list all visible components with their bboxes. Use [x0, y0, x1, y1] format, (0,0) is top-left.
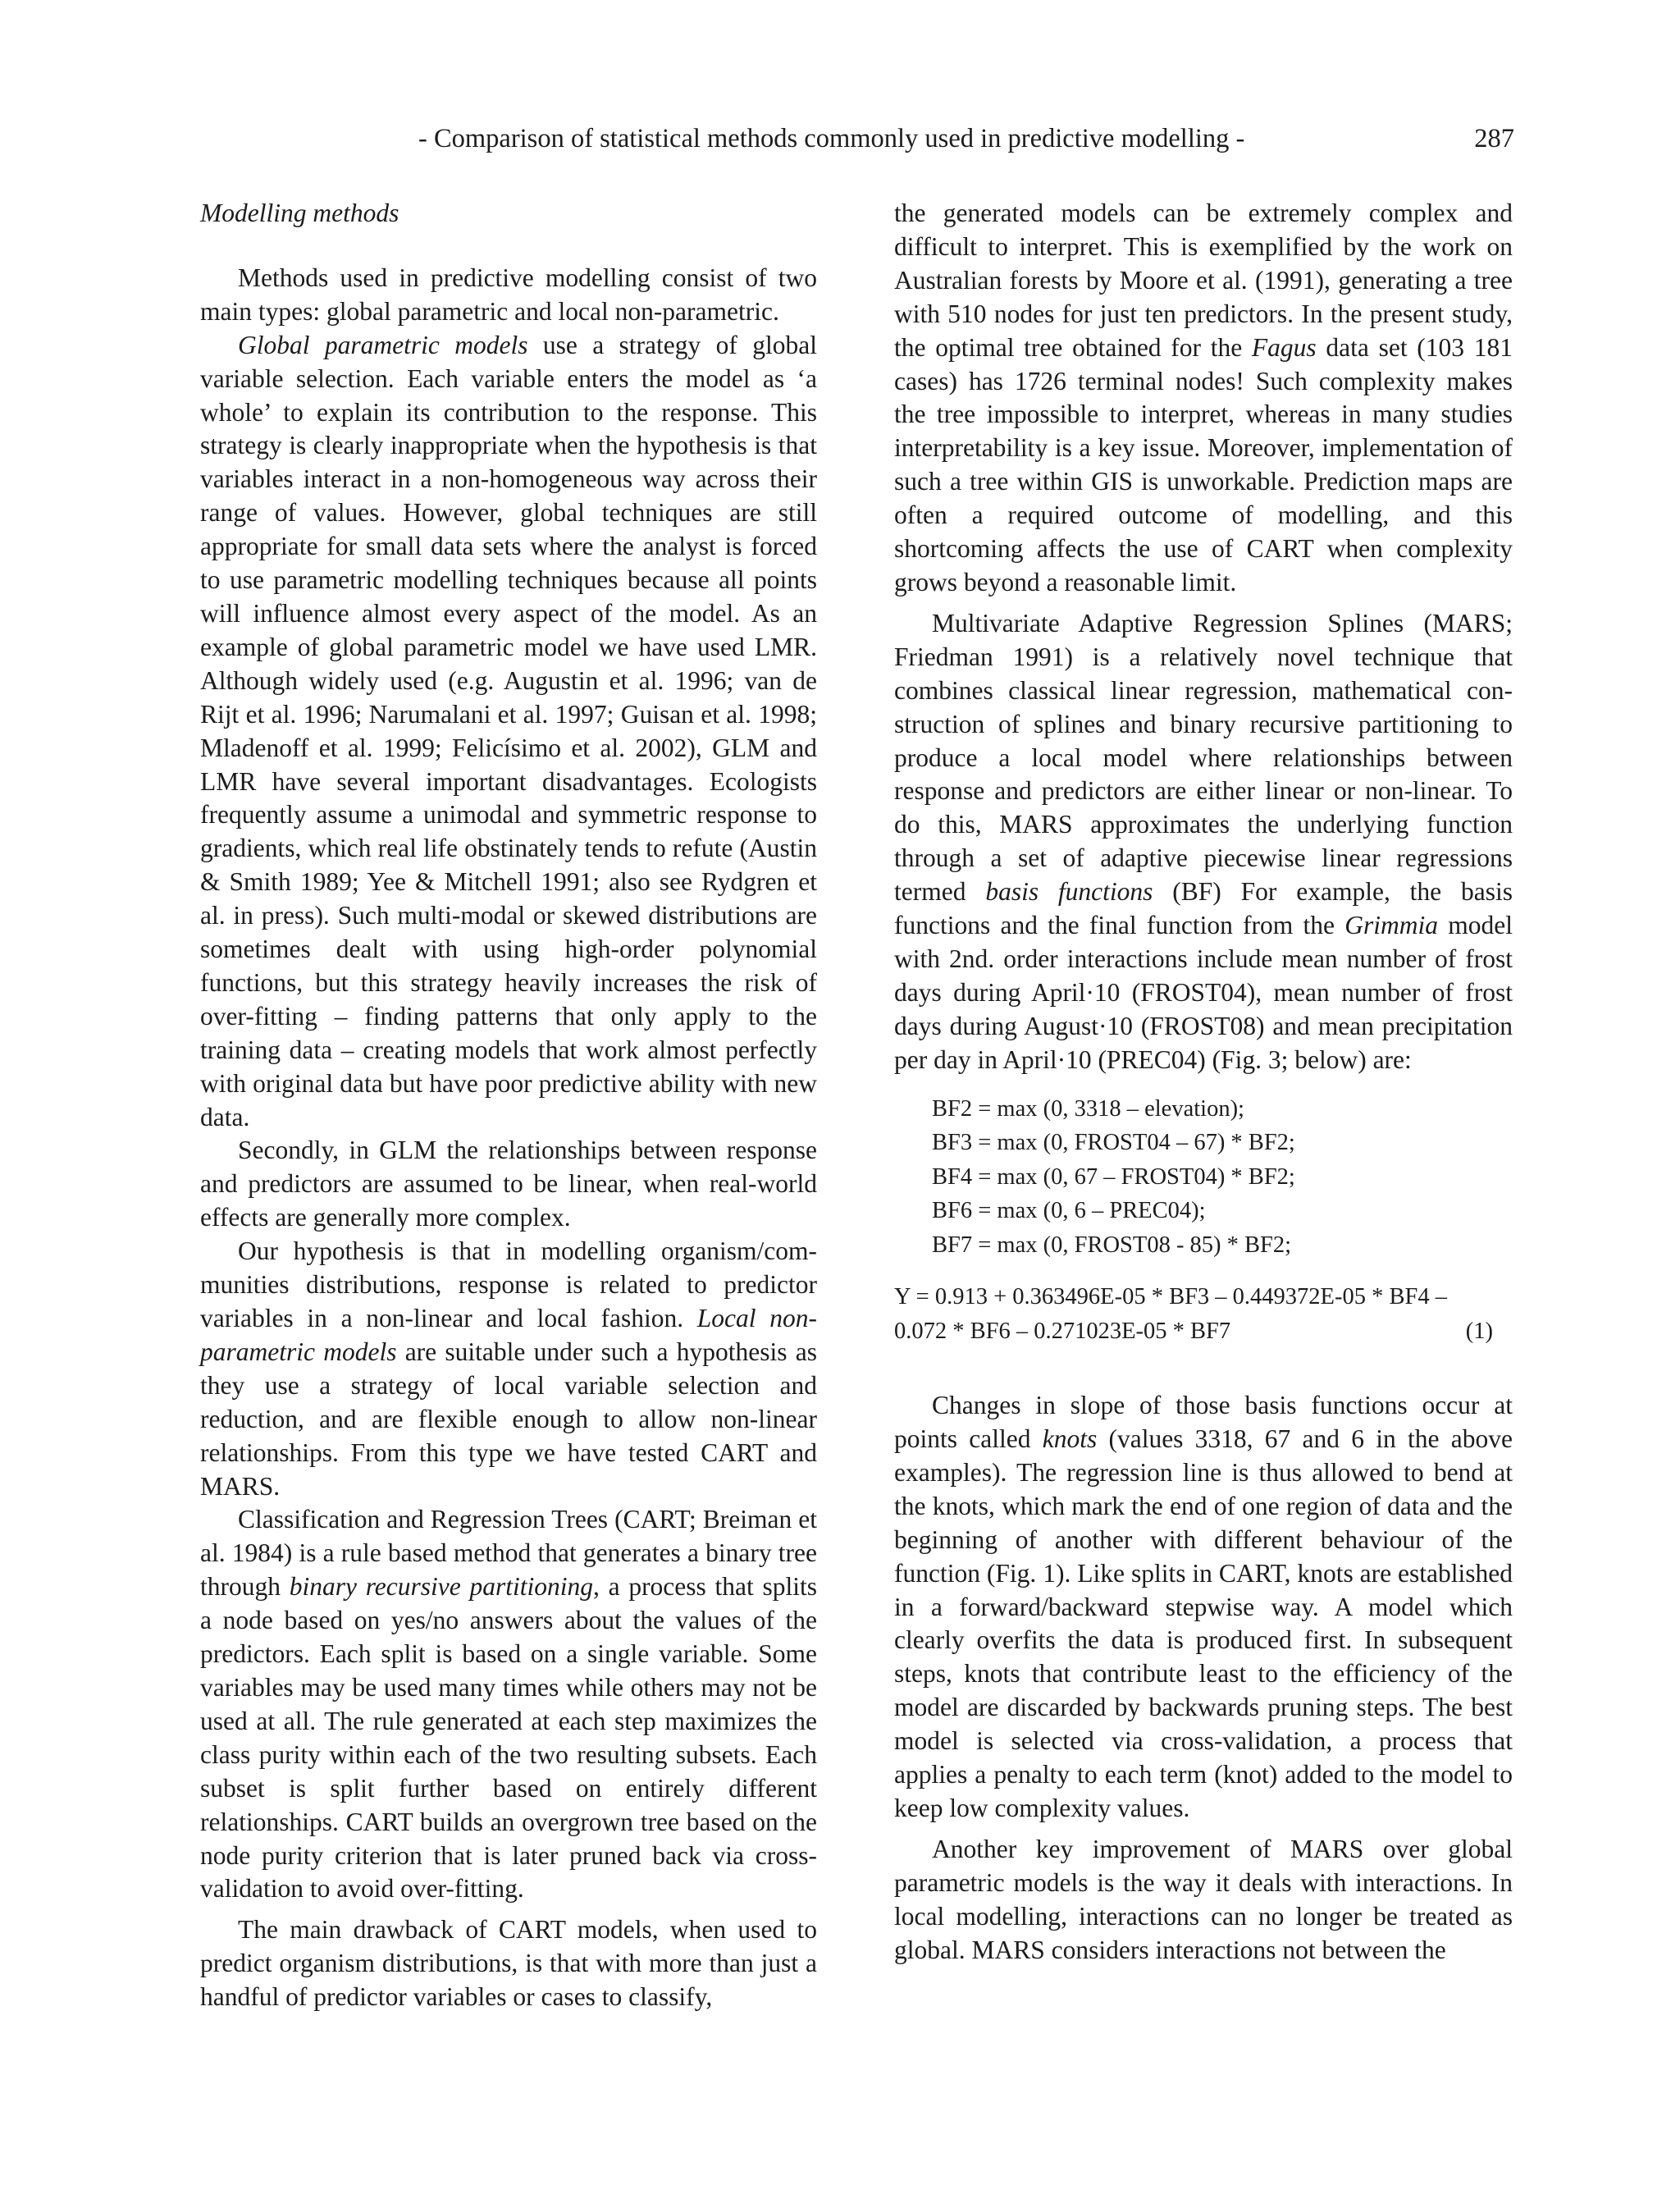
term-local-nonparametric: Local nonparametric models [200, 1304, 817, 1366]
equation-line-2: 0.072 * BF6 – 0.271023E-05 * BF7 (1) [894, 1314, 1513, 1349]
term-grimmia: Grimmia [1344, 911, 1439, 940]
formula-bf4: BF4 = max (0, 67 – FROST04) * BF2; [932, 1163, 1295, 1190]
basis-function-list [932, 1092, 1513, 1263]
page-header [410, 120, 1526, 158]
equation-line-1: Y = 0.913 + 0.363496E-05 * BF3 – 0.449372E-05 * BF4 – [894, 1284, 1447, 1310]
formula-bf2: BF2 = max (0, 3318 – elevation); [932, 1095, 1244, 1122]
paragraph-cart-drawback: The main drawback of CART models, when used to predict organism distributions, is that with more than just a handful of predictor variables or cases to classify, [200, 1915, 817, 2012]
running-title: - Comparison of statistical methods commonly used in predictive modelling - [418, 124, 1245, 153]
formula-bf3: BF3 = max (0, FROST04 – 67) * BF2; [932, 1130, 1295, 1156]
paragraph-cart-complexity: the generated models can be extremely complex and difficult to interpret. This is exemplified by the work on Australian forests by Moore et al. (1991), generating a tree with 510 nodes for just ten predictors. In the present study, the optimal tree obtained for the Fagus data set (103 181 cases) has 1726 terminal nodes! Such complexity makes the tree impossible to interpret, whereas in many studies interpretability is a key issue. Moreover, implementation of such a tree within GIS is unworkable. Prediction maps are often a required outcome of modelling, and this shortcoming affects the use of CART when complexity grows beyond a reasonable limit. [894, 199, 1513, 596]
paragraph-mars: Multivariate Adaptive Regression Splines (MARS; Friedman 1991) is a relatively novel technique that combines classical linear regression, mathematical construction of splines and binary recursive partitioning to produce a local model where relationships between response and predictors are either linear or non-linear. To do this, MARS approximates the underlying function through a set of adaptive piecewise linear regressions termed basis functions (BF) For example, the basis functions and the final function from the Grimmia model with 2nd. order interactions include mean number of frost days during April·10 (FROST04), mean number of frost days during August·10 (FROST08) and mean precipitation per day in April·10 (PREC04) (Fig. 3; below) are: [894, 608, 1513, 1074]
right-column [894, 197, 1513, 1967]
formula-bf7: BF7 = max (0, FROST08 - 85) * BF2; [932, 1232, 1292, 1258]
paragraph-cart: Classification and Regression Trees (CART; Breiman et al. 1984) is a rule based method that generates a binary tree through binary recursive partitioning, a process that splits a node based on yes/no answers about the values of the predictors. Each split is based on a single variable. Some variables may be used many times while others may not be used at all. The rule generated at each step maximizes the class purity within each of the two resulting subsets. Each subset is split further based on entirely different relationships. CART builds an overgrown tree based on the node purity criterion that is later pruned back via cross-validation to avoid over-fitting. [200, 1505, 818, 1904]
equation-1 [894, 1280, 1513, 1348]
term-binary-recursive-partitioning: binary recursive partitioning [289, 1572, 593, 1602]
paragraph-interactions: Another key improvement of MARS over global parametric models is the way it deals with interactions. In local modelling, interactions can no longer be treated as global. MARS considers interactions not between the [894, 1834, 1513, 1964]
term-global-parametric: Global parametric models [238, 330, 528, 359]
paragraph-knots: Changes in slope of those basis functions occur at points called knots (values 3318, 67 and 6 in the above examples). The regression line is thus allowed to bend at the knots, which mark the end of one region of data and the beginning of another with different behaviour of the function (Fig. 1). Like splits in CART, knots are established in a forward/backward stepwise way. A model which clearly overfits the data is produced first. In subsequent steps, knots that contribute least to the efficiency of the model are discarded by backwards pruning steps. The best model is selected via cross-validation, a process that applies a penalty to each term (knot) added to the model to keep low complexity values. [894, 1391, 1513, 1822]
left-column [200, 197, 817, 2014]
term-basis-functions: basis functions [985, 877, 1153, 907]
section-heading: Modelling methods [200, 199, 399, 227]
paragraph-methods-intro: Methods used in predictive modelling consist of two main types: global parametric and local non-parametric. [200, 263, 817, 326]
formula-bf6: BF6 = max (0, 6 – PREC04); [932, 1198, 1206, 1224]
page-number: 287 [1474, 124, 1514, 153]
term-knots: knots [1042, 1424, 1098, 1453]
paragraph-global-parametric: Global parametric models use a strategy of global variable selection. Each variable enters the model as ‘a whole’ to explain its contribution to the response. This strategy is clearly inappropriate when the hypothesis is that variables interact in a non-homogeneous way across their range of values. However, global techniques are still appropriate for small data sets where the analyst is forced to use parametric modelling techniques because all points will influence almost every aspect of the model. As an example of global parametric model we have used LMR. Although widely used (e.g. Augustin et al. 1996; van de Rijt et al. 1996; Narumalani et al. 1997; Guisan et al. 1998; Mladenoff et al. 1999; Felicísimo et al. 2002), GLM and LMR have several important disadvantages. Ecologists frequently assume a unimodal and symmetric response to gradients, which real life obstinately tends to refute (Austin & Smith 1989; Yee & Mitchell 1991; also see Rydgren et al. in press). Such multi-modal or skewed distributions are sometimes dealt with using high-order polynomial functions, but this strategy heavily increases the risk of over-fitting – finding patterns that only apply to the training data – creating models that work almost perfectly with original data but have poor predictive ability with new data. [200, 330, 817, 1131]
equation-number: (1) [1465, 1318, 1493, 1344]
paragraph-glm-linearity: Secondly, in GLM the relationships between response and predictors are assumed to be linear, when real-world effects are generally more complex. [200, 1136, 817, 1232]
paragraph-hypothesis: Our hypothesis is that in modelling organism/communities distributions, response is related to predictor variables in a non-linear and local fashion. Local nonparametric models are suitable under such a hypothesis as they use a strategy of local variable selection and reduction, and are flexible enough to allow non-linear relationships. From this type we have tested CART and MARS. [200, 1236, 817, 1501]
term-fagus: Fagus [1251, 332, 1317, 362]
